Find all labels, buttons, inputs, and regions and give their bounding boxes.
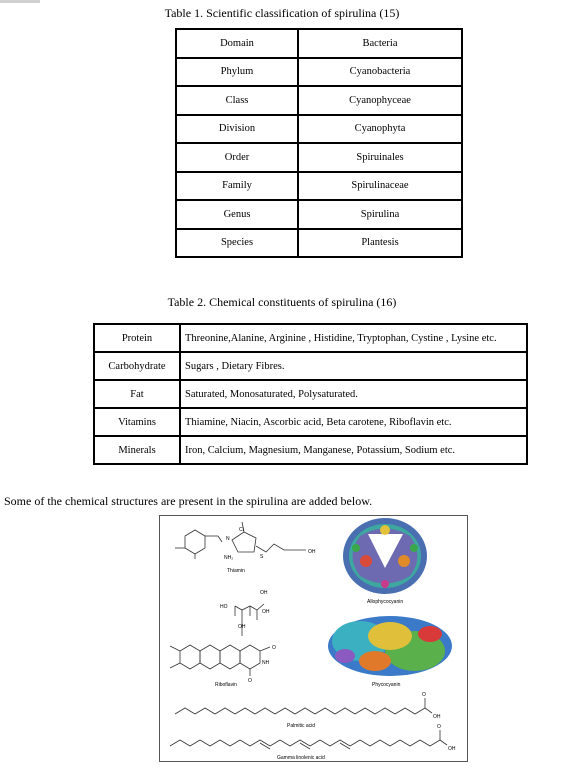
o-label: O	[248, 678, 252, 684]
gla-label: Gamma linolenic acid	[277, 755, 325, 761]
palmitic-acid-label: Palmitic acid	[287, 723, 316, 729]
table1-caption: Table 1. Scientific classification of spirulina (15)	[164, 6, 400, 20]
palmitic-acid-structure	[175, 698, 432, 714]
rank-cell: Genus	[176, 200, 298, 229]
body-paragraph: Some of the chemical structures are present in the spirulina are added below.	[4, 494, 373, 508]
category-cell: Protein	[94, 324, 180, 352]
nh2-label: NH₂	[224, 555, 234, 561]
rank-cell: Phylum	[176, 58, 298, 87]
rank-cell: Domain	[176, 29, 298, 58]
allophycocyanin-label: Allophycocyanin	[367, 599, 404, 605]
oh-label: OH	[260, 590, 268, 596]
top-left-artifact	[0, 0, 40, 3]
o-label: O	[422, 692, 426, 698]
structures-drawing	[160, 516, 467, 761]
items-cell: Threonine,Alanine, Arginine , Histidine, Tryptophan, Cystine , Lysine etc.	[180, 324, 527, 352]
value-cell: Spirulina	[298, 200, 462, 229]
category-cell: Fat	[94, 380, 180, 408]
table-row	[176, 58, 462, 87]
oh-label: OH	[238, 624, 246, 630]
oh-label: OH	[308, 549, 316, 555]
category-cell: Minerals	[94, 436, 180, 464]
value-cell: Spiruinales	[298, 143, 462, 172]
s-label: S	[260, 554, 264, 560]
value-cell: Cyanobacteria	[298, 58, 462, 87]
gla-structure	[170, 730, 447, 749]
value-cell: Cyanophyta	[298, 115, 462, 144]
value-cell: Spirulinaceae	[298, 172, 462, 201]
category-cell: Carbohydrate	[94, 352, 180, 380]
table-row	[176, 172, 462, 201]
items-cell: Iron, Calcium, Magnesium, Manganese, Potassium, Sodium etc.	[180, 436, 527, 464]
thiamin-label: Thiamin	[227, 568, 245, 574]
table-row	[176, 29, 462, 58]
table-row	[176, 143, 462, 172]
allophycocyanin-image	[343, 518, 427, 594]
value-cell: Plantesis	[298, 229, 462, 258]
rank-cell: Family	[176, 172, 298, 201]
rank-cell: Division	[176, 115, 298, 144]
nh-label: NH	[262, 660, 270, 666]
items-cell: Sugars , Dietary Fibres.	[180, 352, 527, 380]
phycocyanin-image	[328, 616, 452, 676]
items-cell: Thiamine, Niacin, Ascorbic acid, Beta carotene, Riboflavin etc.	[180, 408, 527, 436]
riboflavin-label: Riboflavin	[215, 682, 237, 688]
chemical-structures-figure	[159, 515, 468, 762]
o-label: O	[437, 724, 441, 730]
ho-label: HO	[220, 604, 228, 610]
table-row	[94, 324, 527, 352]
table-row	[176, 86, 462, 115]
items-cell: Saturated, Monosaturated, Polysaturated.	[180, 380, 527, 408]
cl-label: Cl	[239, 527, 244, 533]
riboflavin-structure	[170, 604, 270, 676]
table2-caption: Table 2. Chemical constituents of spirulina (16)	[167, 295, 397, 309]
table-row	[94, 352, 527, 380]
table-row	[176, 200, 462, 229]
o-label: O	[272, 645, 276, 651]
table-row	[176, 229, 462, 258]
rank-cell: Species	[176, 229, 298, 258]
table-row	[176, 115, 462, 144]
constituents-table	[93, 323, 528, 465]
rank-cell: Order	[176, 143, 298, 172]
rank-cell: Class	[176, 86, 298, 115]
oh-label: OH	[433, 714, 441, 720]
category-cell: Vitamins	[94, 408, 180, 436]
oh-label: OH	[448, 746, 456, 752]
phycocyanin-label: Phycocyanin	[372, 682, 401, 688]
table-row	[94, 436, 527, 464]
table-row	[94, 408, 527, 436]
value-cell: Bacteria	[298, 29, 462, 58]
oh-label: OH	[262, 609, 270, 615]
classification-table	[175, 28, 463, 258]
table-row	[94, 380, 527, 408]
n-label: N	[226, 536, 230, 542]
value-cell: Cyanophyceae	[298, 86, 462, 115]
